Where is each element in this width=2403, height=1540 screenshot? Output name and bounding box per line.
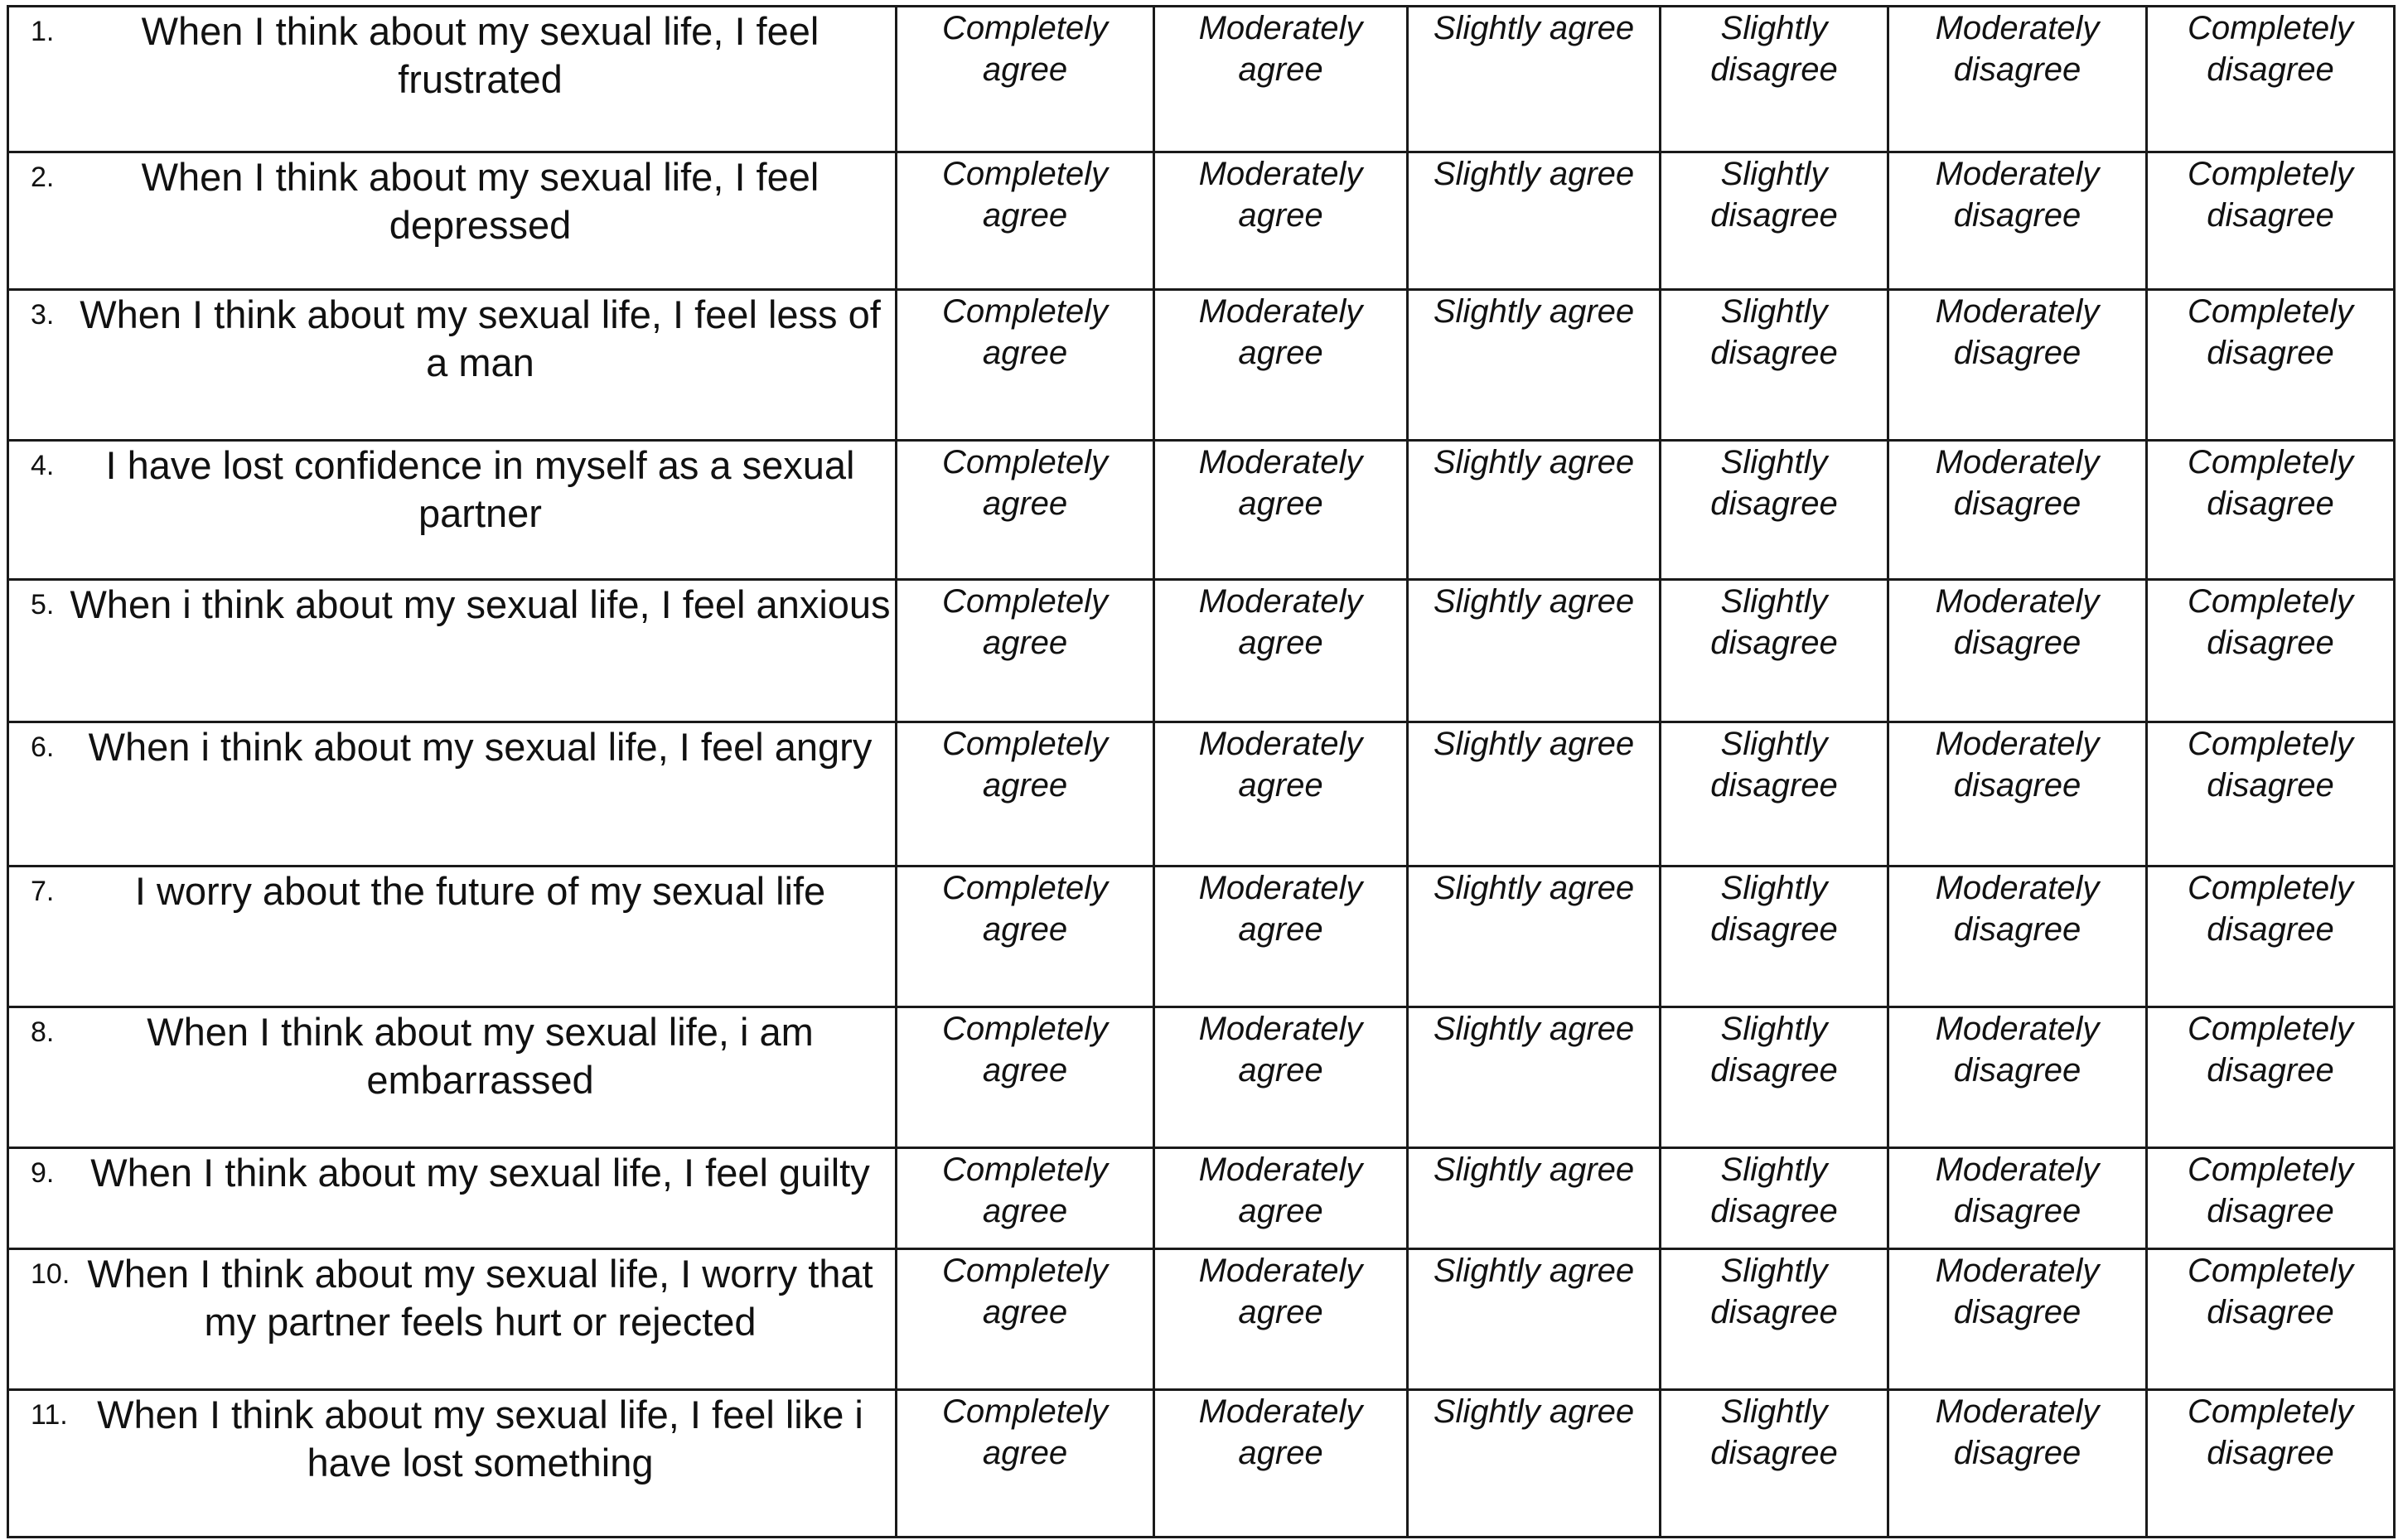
question-number: 2. bbox=[31, 162, 55, 193]
response-option-label: Moderately agree bbox=[1198, 444, 1363, 522]
response-option-label: Moderately agree bbox=[1198, 293, 1363, 371]
question-cell bbox=[8, 1390, 897, 1538]
response-option-completely-agree[interactable] bbox=[897, 1148, 1154, 1249]
questionnaire-row bbox=[8, 441, 2395, 580]
question-number: 5. bbox=[31, 589, 55, 620]
response-option-completely-agree[interactable] bbox=[897, 867, 1154, 1007]
question-cell bbox=[8, 722, 897, 867]
response-option-slightly-agree[interactable] bbox=[1408, 1249, 1661, 1390]
response-option-moderately-disagree[interactable] bbox=[1888, 580, 2147, 722]
response-option-label: Slightly agree bbox=[1433, 1393, 1635, 1430]
response-option-label: Completely agree bbox=[941, 1011, 1109, 1089]
question-number: 7. bbox=[31, 876, 55, 907]
response-option-completely-agree[interactable] bbox=[897, 441, 1154, 580]
response-option-moderately-agree[interactable] bbox=[1154, 290, 1408, 441]
response-option-moderately-agree[interactable] bbox=[1154, 580, 1408, 722]
question-text: When i think about my sexual life, I feel angry bbox=[88, 725, 873, 769]
response-option-label: Completely agree bbox=[941, 444, 1109, 522]
question-text: When I think about my sexual life, I feel depressed bbox=[141, 155, 820, 247]
question-number: 10. bbox=[31, 1258, 70, 1290]
response-option-label: Completely disagree bbox=[2187, 293, 2354, 371]
response-option-moderately-agree[interactable] bbox=[1154, 1390, 1408, 1538]
response-option-label: Moderately agree bbox=[1198, 870, 1363, 948]
response-option-slightly-disagree[interactable] bbox=[1661, 1390, 1888, 1538]
response-option-moderately-disagree[interactable] bbox=[1888, 722, 2147, 867]
response-option-slightly-disagree[interactable] bbox=[1661, 1249, 1888, 1390]
response-option-label: Moderately disagree bbox=[1935, 1011, 2100, 1089]
response-option-completely-disagree[interactable] bbox=[2147, 722, 2395, 867]
response-option-label: Completely agree bbox=[941, 870, 1109, 948]
response-option-label: Slightly disagree bbox=[1710, 10, 1838, 88]
response-option-label: Completely agree bbox=[941, 293, 1109, 371]
response-option-completely-agree[interactable] bbox=[897, 290, 1154, 441]
response-option-completely-disagree[interactable] bbox=[2147, 441, 2395, 580]
question-number: 6. bbox=[31, 731, 55, 763]
response-option-label: Slightly disagree bbox=[1710, 583, 1838, 661]
question-cell bbox=[8, 1148, 897, 1249]
question-cell bbox=[8, 441, 897, 580]
question-text: When I think about my sexual life, I feel frustrated bbox=[141, 9, 820, 101]
response-option-moderately-disagree[interactable] bbox=[1888, 152, 2147, 290]
response-option-label: Completely agree bbox=[941, 10, 1109, 88]
response-option-label: Completely disagree bbox=[2187, 1151, 2354, 1229]
response-option-label: Slightly agree bbox=[1433, 10, 1635, 46]
response-option-label: Slightly disagree bbox=[1710, 1253, 1838, 1330]
response-option-slightly-agree[interactable] bbox=[1408, 1390, 1661, 1538]
response-option-label: Moderately agree bbox=[1198, 1253, 1363, 1330]
response-option-slightly-disagree[interactable] bbox=[1661, 441, 1888, 580]
question-number: 1. bbox=[31, 16, 55, 47]
response-option-label: Completely disagree bbox=[2187, 726, 2354, 804]
question-number: 4. bbox=[31, 450, 55, 481]
response-option-label: Completely agree bbox=[941, 583, 1109, 661]
question-cell bbox=[8, 152, 897, 290]
question-cell bbox=[8, 580, 897, 722]
response-option-moderately-disagree[interactable] bbox=[1888, 1148, 2147, 1249]
response-option-completely-disagree[interactable] bbox=[2147, 867, 2395, 1007]
question-text: When I think about my sexual life, i am embarrassed bbox=[147, 1010, 814, 1102]
response-option-label: Completely disagree bbox=[2187, 444, 2354, 522]
response-option-completely-disagree[interactable] bbox=[2147, 7, 2395, 152]
response-option-slightly-agree[interactable] bbox=[1408, 1007, 1661, 1148]
response-option-slightly-disagree[interactable] bbox=[1661, 580, 1888, 722]
response-option-label: Completely disagree bbox=[2187, 1253, 2354, 1330]
response-option-moderately-disagree[interactable] bbox=[1888, 441, 2147, 580]
response-option-moderately-agree[interactable] bbox=[1154, 1148, 1408, 1249]
response-option-slightly-disagree[interactable] bbox=[1661, 722, 1888, 867]
response-option-label: Slightly agree bbox=[1433, 1151, 1635, 1188]
questionnaire-row bbox=[8, 722, 2395, 867]
questionnaire-row bbox=[8, 7, 2395, 152]
response-option-completely-agree[interactable] bbox=[897, 1390, 1154, 1538]
response-option-slightly-agree[interactable] bbox=[1408, 7, 1661, 152]
response-option-label: Completely agree bbox=[941, 1253, 1109, 1330]
response-option-moderately-disagree[interactable] bbox=[1888, 290, 2147, 441]
response-option-label: Slightly agree bbox=[1433, 156, 1635, 192]
response-option-label: Completely disagree bbox=[2187, 583, 2354, 661]
response-option-label: Completely agree bbox=[941, 1151, 1109, 1229]
response-option-label: Completely disagree bbox=[2187, 1393, 2354, 1471]
questionnaire-table bbox=[7, 5, 2396, 1538]
response-option-slightly-agree[interactable] bbox=[1408, 152, 1661, 290]
response-option-label: Moderately disagree bbox=[1935, 870, 2100, 948]
response-option-completely-disagree[interactable] bbox=[2147, 152, 2395, 290]
response-option-moderately-agree[interactable] bbox=[1154, 1007, 1408, 1148]
response-option-completely-disagree[interactable] bbox=[2147, 1390, 2395, 1538]
response-option-label: Slightly agree bbox=[1433, 583, 1635, 620]
response-option-label: Slightly disagree bbox=[1710, 156, 1838, 234]
response-option-completely-agree[interactable] bbox=[897, 152, 1154, 290]
response-option-completely-disagree[interactable] bbox=[2147, 1249, 2395, 1390]
response-option-moderately-disagree[interactable] bbox=[1888, 7, 2147, 152]
response-option-label: Slightly agree bbox=[1433, 444, 1635, 480]
questionnaire-row bbox=[8, 1249, 2395, 1390]
questionnaire-row bbox=[8, 867, 2395, 1007]
response-option-completely-agree[interactable] bbox=[897, 7, 1154, 152]
response-option-label: Completely disagree bbox=[2187, 10, 2354, 88]
question-number: 8. bbox=[31, 1016, 55, 1048]
question-text: When I think about my sexual life, I feel guilty bbox=[90, 1151, 870, 1195]
response-option-slightly-disagree[interactable] bbox=[1661, 7, 1888, 152]
response-option-moderately-agree[interactable] bbox=[1154, 7, 1408, 152]
questionnaire-row bbox=[8, 1390, 2395, 1538]
response-option-slightly-agree[interactable] bbox=[1408, 867, 1661, 1007]
response-option-moderately-disagree[interactable] bbox=[1888, 867, 2147, 1007]
response-option-completely-disagree[interactable] bbox=[2147, 580, 2395, 722]
response-option-slightly-agree[interactable] bbox=[1408, 1148, 1661, 1249]
response-option-label: Moderately agree bbox=[1198, 1011, 1363, 1089]
response-option-slightly-disagree[interactable] bbox=[1661, 290, 1888, 441]
response-option-label: Completely agree bbox=[941, 726, 1109, 804]
questionnaire-row bbox=[8, 152, 2395, 290]
questionnaire-body bbox=[8, 7, 2395, 1538]
response-option-label: Moderately disagree bbox=[1935, 1253, 2100, 1330]
question-text: When I think about my sexual life, I feel like i have lost something bbox=[97, 1393, 863, 1484]
response-option-label: Moderately agree bbox=[1198, 156, 1363, 234]
response-option-label: Moderately disagree bbox=[1935, 444, 2100, 522]
response-option-moderately-agree[interactable] bbox=[1154, 867, 1408, 1007]
response-option-slightly-disagree[interactable] bbox=[1661, 867, 1888, 1007]
response-option-label: Slightly disagree bbox=[1710, 1151, 1838, 1229]
response-option-label: Moderately disagree bbox=[1935, 726, 2100, 804]
questionnaire-row bbox=[8, 1148, 2395, 1249]
response-option-moderately-agree[interactable] bbox=[1154, 722, 1408, 867]
response-option-label: Moderately disagree bbox=[1935, 293, 2100, 371]
response-option-label: Moderately disagree bbox=[1935, 156, 2100, 234]
response-option-slightly-disagree[interactable] bbox=[1661, 152, 1888, 290]
question-text: I have lost confidence in myself as a sexual partner bbox=[105, 443, 855, 535]
response-option-slightly-disagree[interactable] bbox=[1661, 1148, 1888, 1249]
response-option-label: Moderately disagree bbox=[1935, 1151, 2100, 1229]
response-option-label: Moderately agree bbox=[1198, 1151, 1363, 1229]
response-option-moderately-disagree[interactable] bbox=[1888, 1390, 2147, 1538]
question-number: 11. bbox=[31, 1399, 68, 1431]
response-option-slightly-disagree[interactable] bbox=[1661, 1007, 1888, 1148]
questionnaire-row bbox=[8, 290, 2395, 441]
response-option-completely-agree[interactable] bbox=[897, 580, 1154, 722]
response-option-slightly-agree[interactable] bbox=[1408, 441, 1661, 580]
response-option-completely-agree[interactable] bbox=[897, 1007, 1154, 1148]
response-option-label: Completely agree bbox=[941, 1393, 1109, 1471]
question-text: When i think about my sexual life, I feel anxious bbox=[70, 582, 891, 626]
response-option-moderately-agree[interactable] bbox=[1154, 1249, 1408, 1390]
response-option-moderately-disagree[interactable] bbox=[1888, 1007, 2147, 1148]
response-option-label: Slightly agree bbox=[1433, 1253, 1635, 1289]
response-option-label: Moderately disagree bbox=[1935, 583, 2100, 661]
question-cell bbox=[8, 1249, 897, 1390]
response-option-completely-agree[interactable] bbox=[897, 722, 1154, 867]
response-option-label: Completely disagree bbox=[2187, 156, 2354, 234]
response-option-label: Slightly disagree bbox=[1710, 726, 1838, 804]
question-number: 9. bbox=[31, 1157, 55, 1189]
response-option-label: Slightly agree bbox=[1433, 870, 1635, 906]
response-option-label: Completely agree bbox=[941, 156, 1109, 234]
response-option-slightly-agree[interactable] bbox=[1408, 290, 1661, 441]
question-cell bbox=[8, 1007, 897, 1148]
response-option-label: Moderately agree bbox=[1198, 10, 1363, 88]
response-option-completely-agree[interactable] bbox=[897, 1249, 1154, 1390]
response-option-label: Slightly disagree bbox=[1710, 1011, 1838, 1089]
response-option-label: Moderately agree bbox=[1198, 1393, 1363, 1471]
response-option-completely-disagree[interactable] bbox=[2147, 1007, 2395, 1148]
response-option-label: Moderately disagree bbox=[1935, 1393, 2100, 1471]
response-option-label: Slightly agree bbox=[1433, 726, 1635, 762]
response-option-slightly-agree[interactable] bbox=[1408, 722, 1661, 867]
response-option-moderately-agree[interactable] bbox=[1154, 441, 1408, 580]
response-option-slightly-agree[interactable] bbox=[1408, 580, 1661, 722]
question-text: When I think about my sexual life, I feel less of a man bbox=[80, 292, 881, 384]
response-option-label: Completely disagree bbox=[2187, 1011, 2354, 1089]
response-option-completely-disagree[interactable] bbox=[2147, 1148, 2395, 1249]
response-option-label: Slightly agree bbox=[1433, 1011, 1635, 1047]
response-option-moderately-disagree[interactable] bbox=[1888, 1249, 2147, 1390]
response-option-label: Completely disagree bbox=[2187, 870, 2354, 948]
response-option-label: Slightly disagree bbox=[1710, 444, 1838, 522]
questionnaire-row bbox=[8, 1007, 2395, 1148]
question-cell bbox=[8, 290, 897, 441]
response-option-moderately-agree[interactable] bbox=[1154, 152, 1408, 290]
response-option-label: Slightly disagree bbox=[1710, 870, 1838, 948]
question-number: 3. bbox=[31, 299, 55, 331]
response-option-label: Slightly agree bbox=[1433, 293, 1635, 330]
response-option-label: Slightly disagree bbox=[1710, 1393, 1838, 1471]
response-option-label: Moderately agree bbox=[1198, 583, 1363, 661]
question-cell bbox=[8, 7, 897, 152]
question-text: When I think about my sexual life, I worry that my partner feels hurt or rejected bbox=[87, 1252, 873, 1344]
response-option-label: Slightly disagree bbox=[1710, 293, 1838, 371]
question-text: I worry about the future of my sexual life bbox=[134, 869, 826, 913]
response-option-label: Moderately agree bbox=[1198, 726, 1363, 804]
response-option-completely-disagree[interactable] bbox=[2147, 290, 2395, 441]
questionnaire-row bbox=[8, 580, 2395, 722]
response-option-label: Moderately disagree bbox=[1935, 10, 2100, 88]
question-cell bbox=[8, 867, 897, 1007]
